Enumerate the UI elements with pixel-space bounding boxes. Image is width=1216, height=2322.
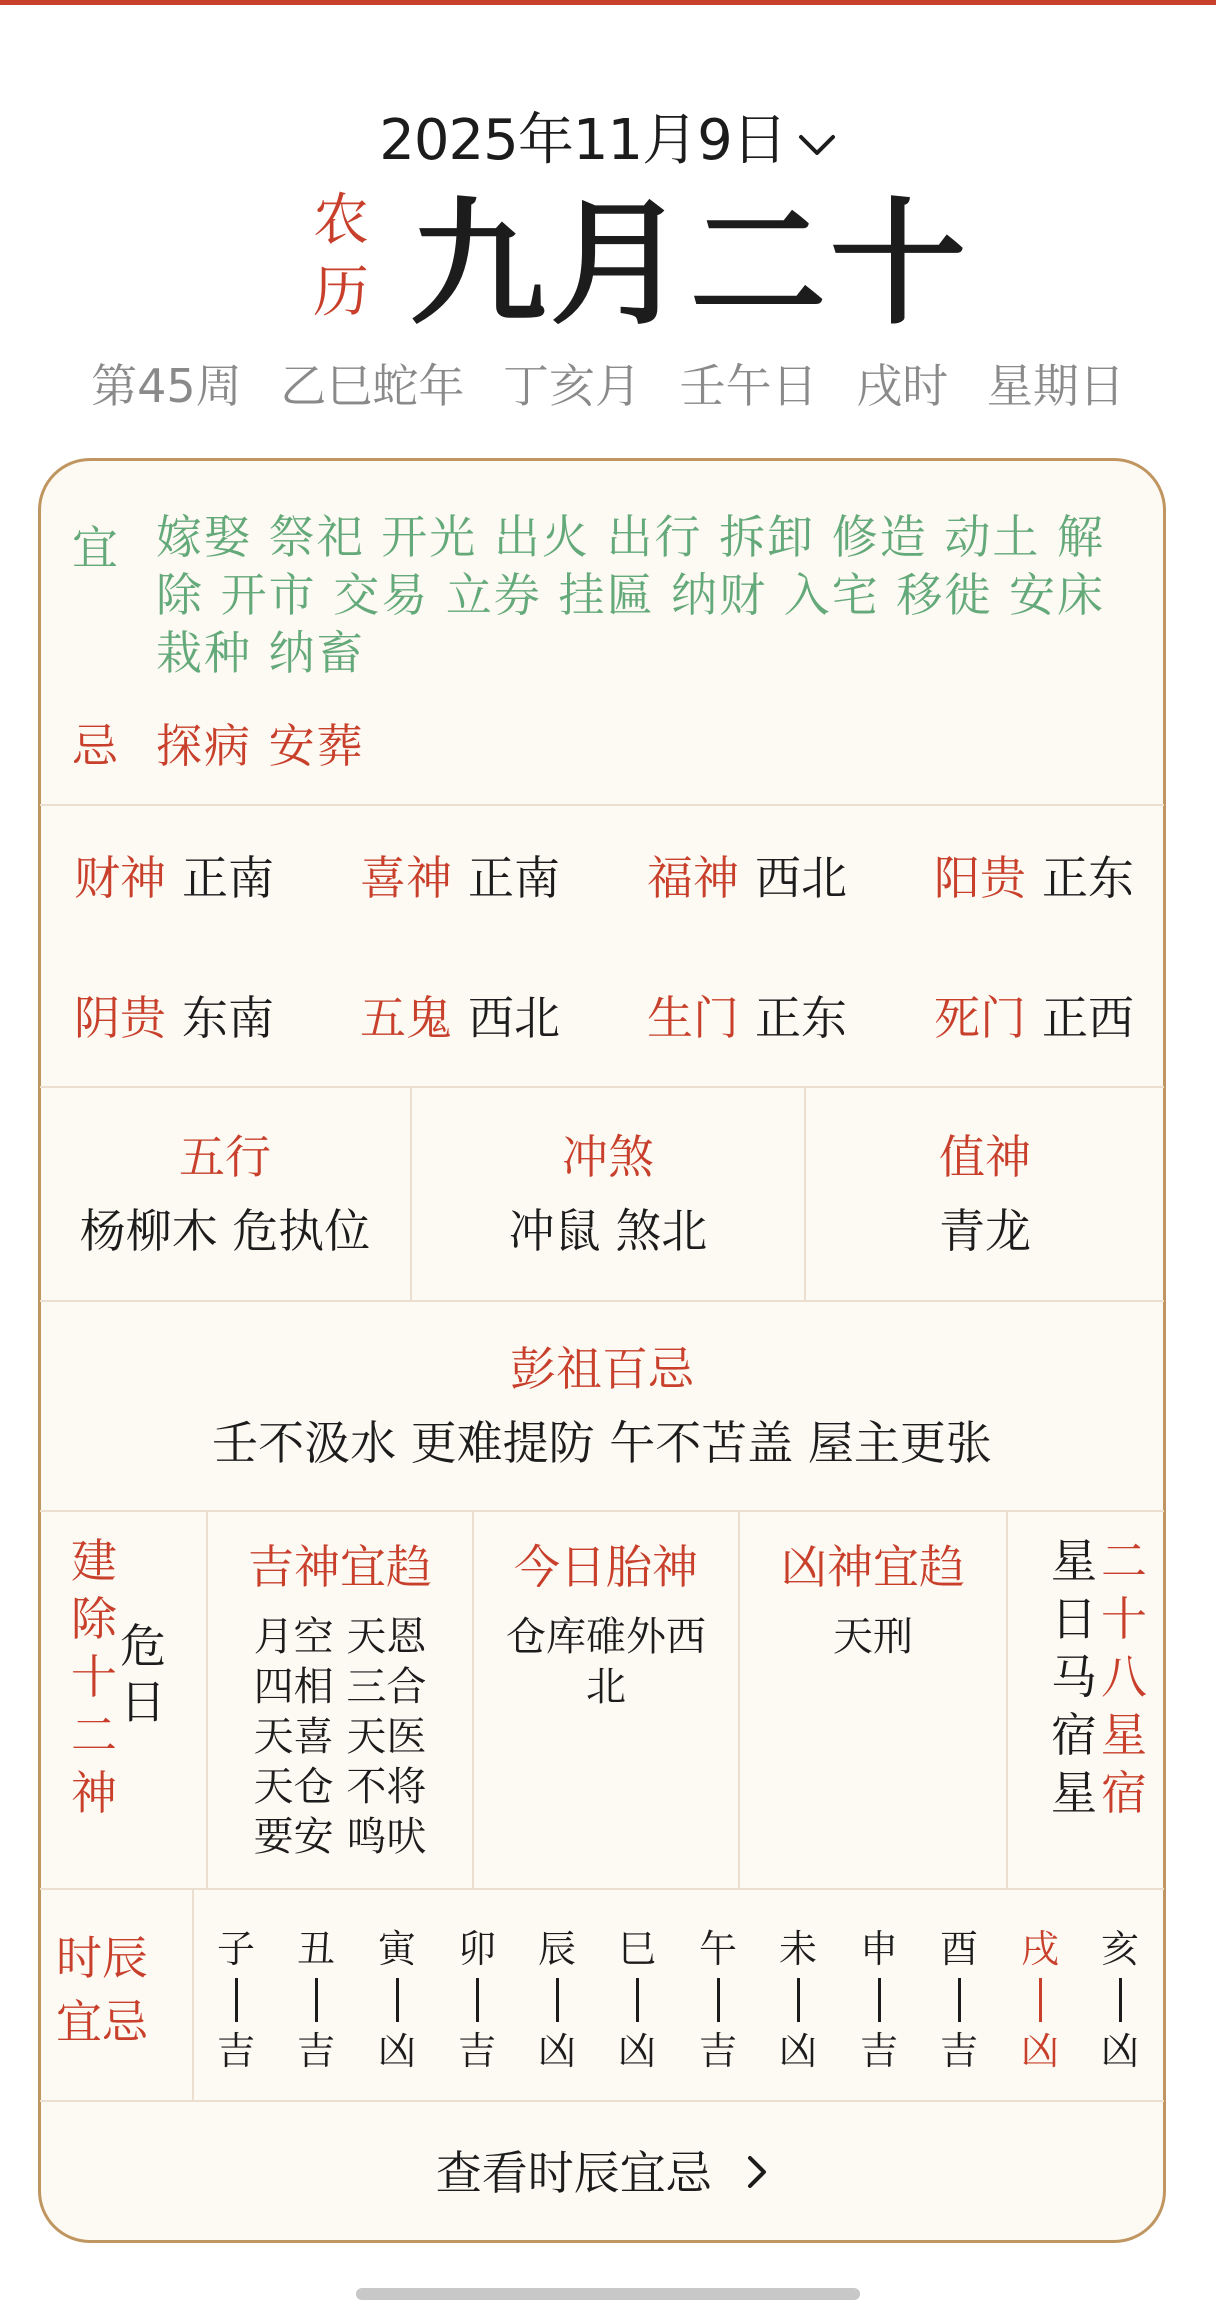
jianchu-label: 建 除 十 二 神 [71,1534,117,1820]
hour-item-current[interactable]: 戌 凶 [1020,1927,1059,2073]
month-ganzhi: 丁亥月 [502,359,641,413]
solar-date: 2025年11月9日 [379,108,787,173]
zhishen-cell [806,1120,1164,1268]
lunar-tag-char: 历 [313,260,369,325]
god-direction: 福神 西北 [647,851,847,905]
week-number: 第45周 [91,359,242,413]
divider [1006,1512,1008,1888]
divider [40,1510,1164,1512]
yi-list: 嫁娶 祭祀 开光 出火 出行 拆卸 修造 动土 解除 开市 交易 立券 挂匾 纳财 入宅 移徙 安床 栽种 纳畜 [156,510,1105,680]
taishen-cell [474,1530,738,1712]
pengzu-cell [40,1332,1164,1480]
divider [40,1888,1164,1890]
hour-ganzhi: 戌时 [856,359,949,413]
ji-list: 探病 安葬 [156,719,365,773]
god-direction: 五鬼 西北 [360,991,560,1045]
lunar-tag [306,185,376,329]
weekday: 星期日 [986,359,1125,413]
lunar-date: 九月二十 [410,186,970,344]
hour-item[interactable]: 未 凶 [778,1927,817,2073]
god-direction: 死门 正西 [934,991,1134,1045]
ji-label: 忌 [72,719,118,773]
god-direction: 阳贵 正东 [934,851,1134,905]
wuxing-value: 杨柳木 危执位 [79,1204,371,1258]
home-indicator[interactable] [356,2288,860,2300]
date-selector[interactable] [0,105,1216,177]
god-direction: 生门 正东 [647,991,847,1045]
hour-item[interactable]: 申 吉 [859,1927,898,2073]
hour-item[interactable]: 丑 吉 [296,1927,335,2073]
year-ganzhi: 乙巳蛇年 [280,359,465,413]
yi-label: 宜 [72,521,118,575]
hour-item[interactable]: 酉 吉 [939,1927,978,2073]
jishen-list: 月空 天恩 四相 三合 天喜 天医 天仓 不将 要安 鸣吠 [253,1614,427,1860]
hour-item[interactable]: 辰 凶 [537,1927,576,2073]
hour-item[interactable]: 午 吉 [698,1927,737,2073]
day-ganzhi: 壬午日 [679,359,818,413]
wuxing-label: 五行 [179,1130,271,1184]
xiongshen-value: 天刑 [833,1614,913,1660]
date-meta [0,356,1216,416]
hours-label: 时辰 宜忌 [56,1931,148,2049]
hour-item[interactable]: 亥 凶 [1100,1927,1139,2073]
zhishen-value: 青龙 [939,1204,1031,1258]
divider [192,1890,194,2100]
xiongshen-cell [740,1530,1006,1662]
hour-item[interactable]: 寅 凶 [377,1927,416,2073]
jishen-cell [208,1530,472,1862]
taishen-label: 今日胎神 [514,1540,698,1594]
divider [40,1300,1164,1302]
taishen-value: 仓库碓外西 北 [506,1614,706,1710]
pengzu-text: 壬不汲水 更难提防 午不苫盖 屋主更张 [212,1416,992,1470]
jianchu-value: 危 日 [120,1619,166,1729]
divider [40,804,1164,806]
jishen-label: 吉神宜趋 [248,1540,432,1594]
xiongshen-label: 凶神宜趋 [781,1540,965,1594]
chongsha-cell [412,1120,804,1268]
chongsha-label: 冲煞 [562,1130,654,1184]
god-direction: 阴贵 东南 [74,991,274,1045]
god-direction: 财神 正南 [74,851,274,905]
hour-item[interactable]: 子 吉 [216,1927,255,2073]
chongsha-value: 冲鼠 煞北 [508,1204,708,1258]
god-direction: 喜神 正南 [360,851,560,905]
lunar-tag-char: 农 [313,188,369,253]
view-hours-label: 查看时辰宜忌 [435,2146,712,2200]
chevron-down-icon [797,105,837,177]
chevron-right-icon [746,2144,768,2204]
view-hours-button[interactable] [38,2143,1166,2204]
xiu-label: 二 十 八 星 宿 [1101,1534,1147,1820]
hour-item[interactable]: 巳 凶 [617,1927,656,2073]
top-accent-line [0,0,1216,5]
hour-item[interactable]: 卯 吉 [457,1927,496,2073]
wuxing-cell [40,1120,410,1268]
divider [40,1086,1164,1088]
pengzu-label: 彭祖百忌 [510,1342,694,1396]
divider [40,2100,1164,2102]
zhishen-label: 值神 [939,1130,1031,1184]
xiu-value: 星 日 马 宿 星 [1051,1534,1097,1820]
